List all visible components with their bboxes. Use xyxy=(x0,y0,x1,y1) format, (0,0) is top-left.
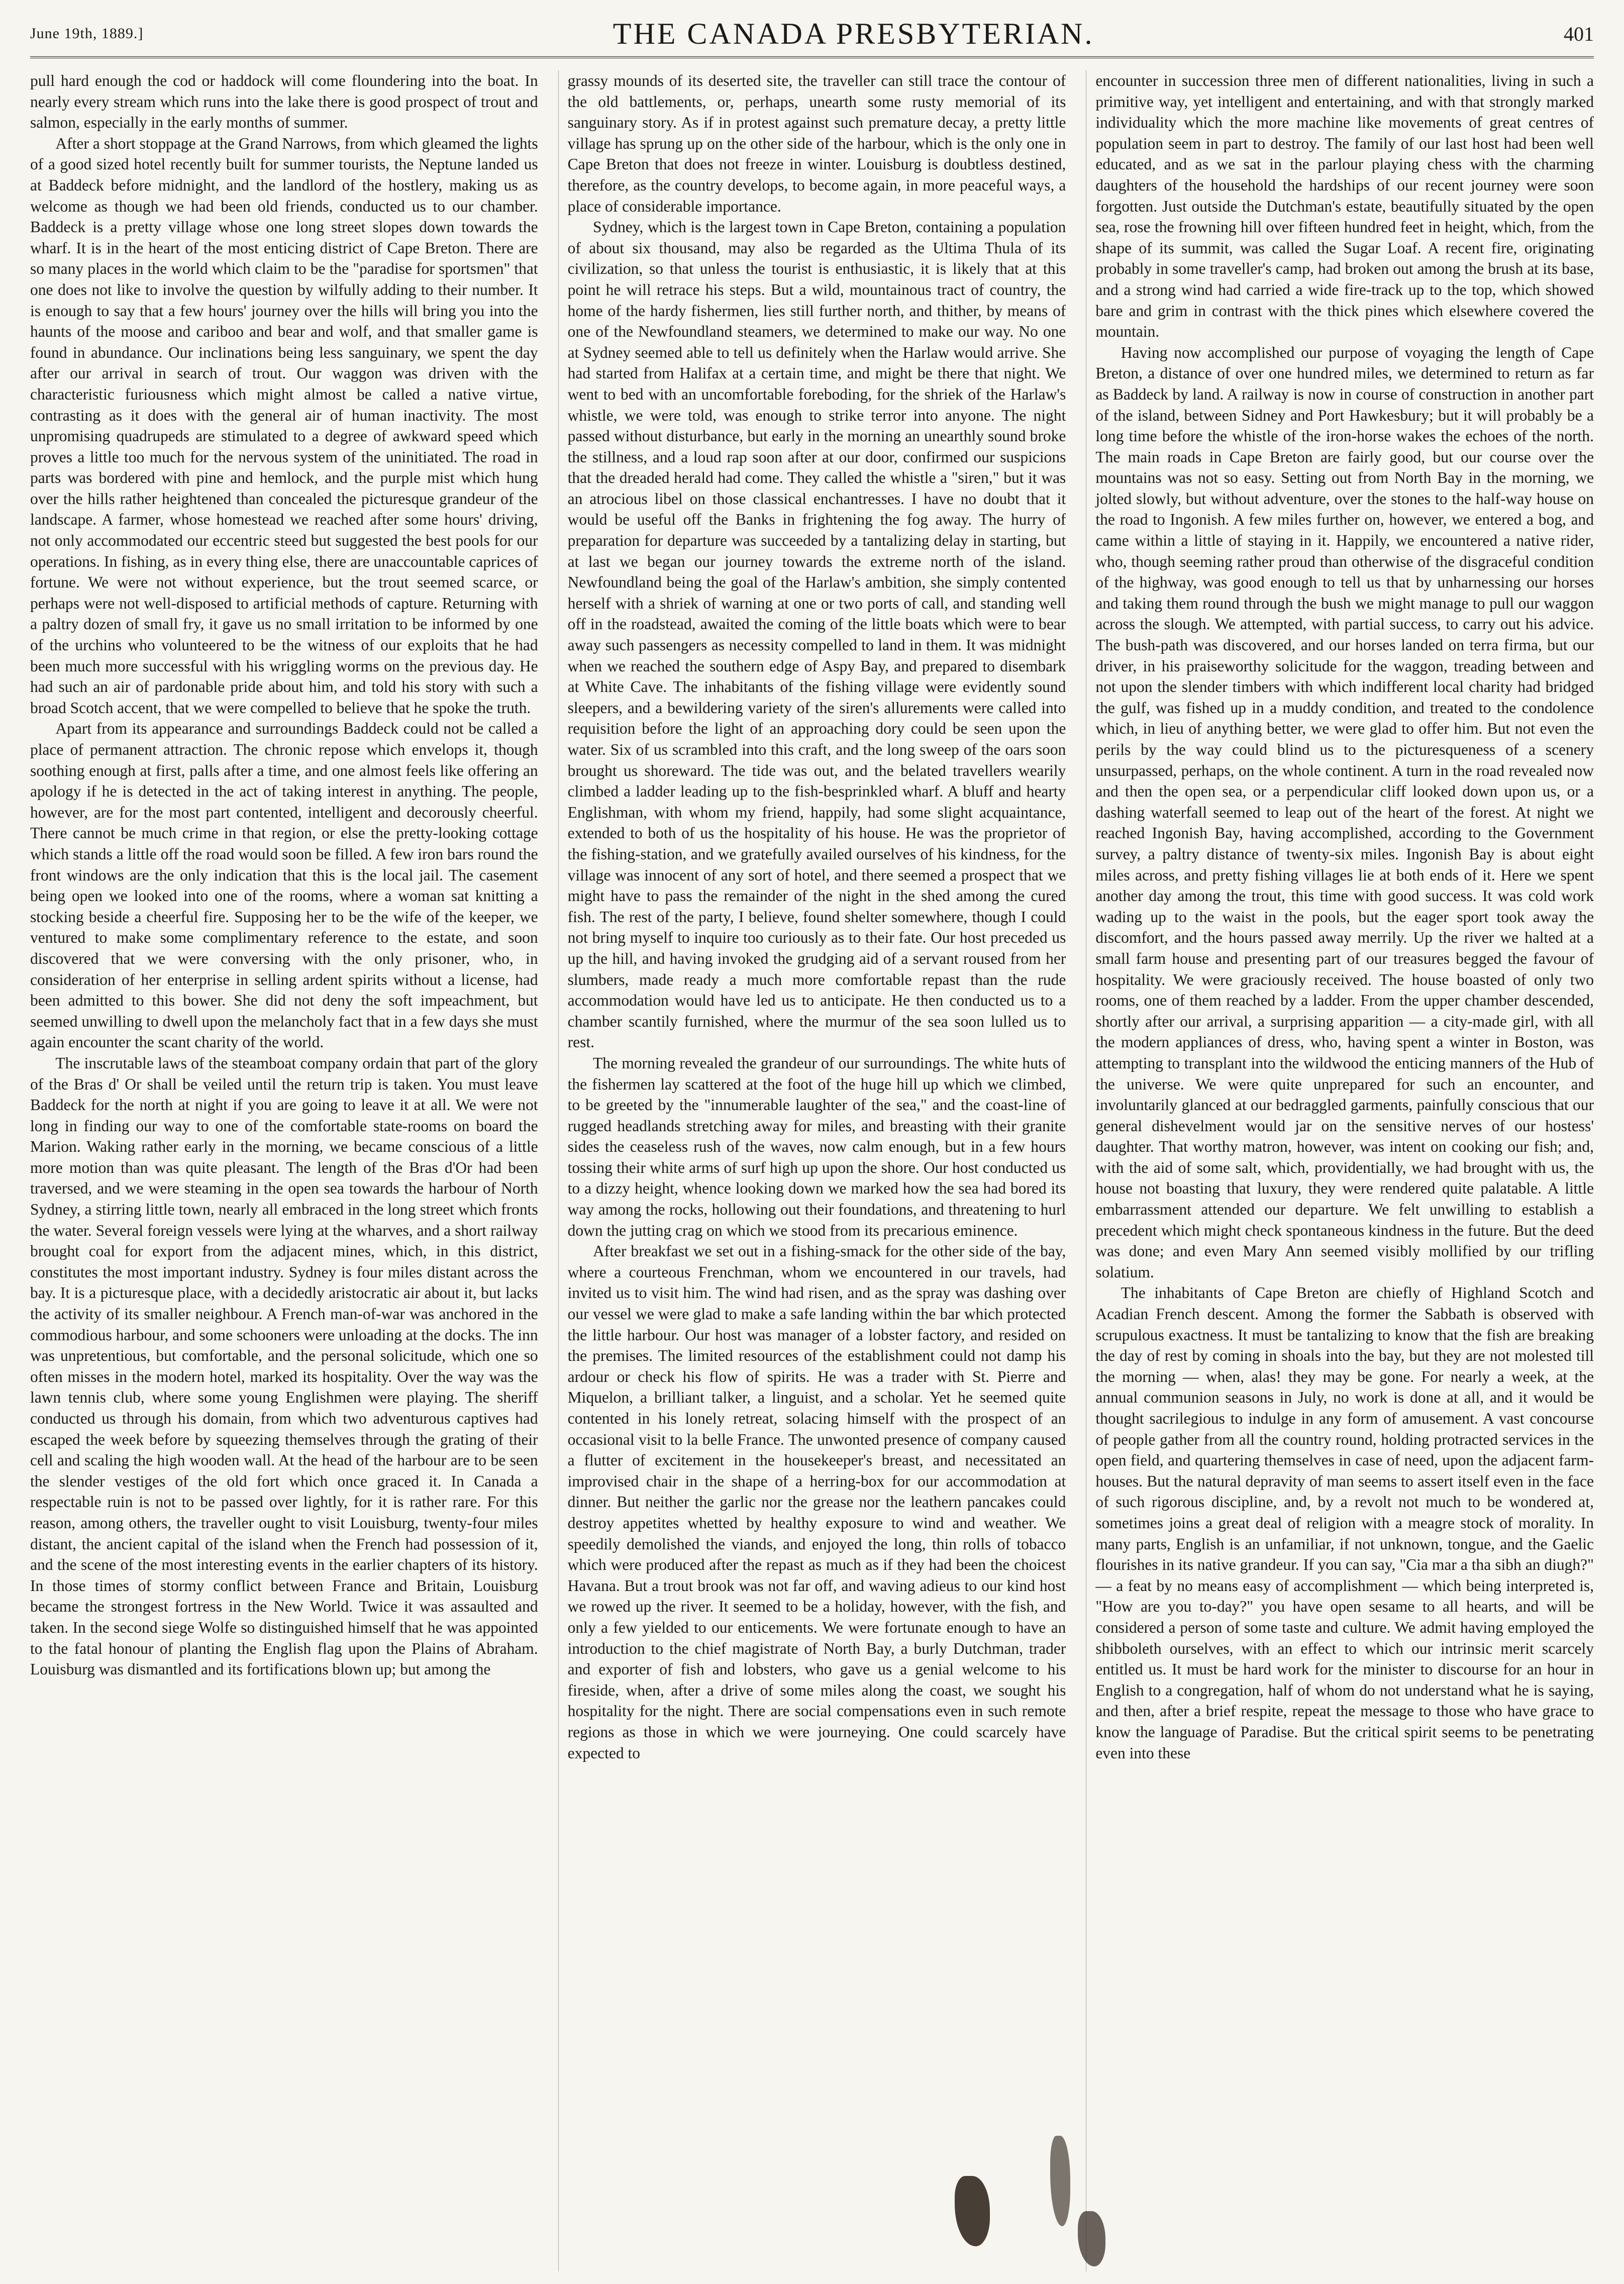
paragraph: encounter in succession three men of different nationalities, living in such a primitive way, yet intelligent and entertaining, and with that strongly marked individuality which the more machine like movements of great centres of population seem in part to destroy. The family of our last host had been well educated, and as we sat in the parlour playing chess with the charming daughters of the household the hardships of our recent journey were soon forgotten. Just outside the Dutchman's estate, beautifully situated by the open sea, rose the frowning hill over fifteen hundred feet in height, which, from the shape of its summit, was called the Sugar Loaf. A recent fire, originating probably in some traveller's camp, had broken out among the brush at its base, and a strong wind had carried a wide fire-track up to the top, which showed bare and grim in contrast with the thick pines which elsewhere covered the mountain. xyxy=(1095,72,1594,341)
paragraph: Having now accomplished our purpose of voyaging the length of Cape Breton, a distance of over one hundred miles, we determined to return as far as Baddeck by land. A railway is now in course of construction in another part of the island, between Sidney and Port Hawkesbury; but it will probably be a long time before the whistle of the iron-horse wakes the echoes of the north. The main roads in Cape Breton are fairly good, but our course over the mountains was not so easy. Setting out from North Bay in the morning, we jolted slowly, but without adventure, over the stones to the half-way house on the road to Ingonish. A few miles further on, however, we entered a bog, and came within a little of staying in it. Happily, we encountered a native rider, who, though seeming rather proud than otherwise of the disgraceful condition of the highway, was good enough to tell us that by unharnessing our horses and taking them round through the bush we might manage to pull our waggon across the slough. We attempted, with partial success, to carry out his advice. The bush-path was discovered, and our horses landed on terra firma, but our driver, in his praiseworthy solicitude for the waggon, treading between and not upon the slender timbers with which indifferent local charity had bridged the gulf, was fished up in a muddy condition, and treated to the condolence which, in lieu of anything better, we were glad to offer him. But not even the perils by the way could blind us to the picturesqueness of a scenery unsurpassed, perhaps, on the whole continent. A turn in the road revealed now and then the open sea, or a perpendicular cliff looked down upon us, or a dashing waterfall seemed to leap out of the heart of the forest. At night we reached Ingonish Bay, having accomplished, according to the Government survey, a paltry distance of twenty-six miles. Ingonish Bay is about eight miles across, and pretty fishing villages lie at both ends of it. Here we spent another day among the trout, this time with good success. It was cold work wading up to the waist in the pools, but the eager sport took away the discomfort, and the hours passed away merrily. Up the river we halted at a small farm house and presenting part of our treasures begged the favour of hospitality. We were graciously received. The house boasted of only two rooms, one of them reached by a ladder. From the upper chamber descended, shortly after our arrival, a surprising apparition — a city-made girl, with all the modern appliances of dress, who, having spent a winter in Boston, was attempting to transplant into the wildwood the enticing manners of the Hub of the universe. We were quite unprepared for such an encounter, and involuntarily glanced at our bedraggled garments, painfully conscious that our general dishevelment would jar on the sensitive nerves of our hostess' daughter. That worthy matron, however, was intent on cooking our fish; and, with the aid of some salt, which, providentially, we had brought with us, the house not boasting that luxury, they were rendered quite palatable. A little embarrassment attended our departure. We felt unwilling to establish a precedent which might check spontaneous kindness in the future. But the deed was done; and even Mary Ann seemed visibly mollified by our trifling solatium. xyxy=(1095,343,1594,1281)
page-header xyxy=(30,11,1594,56)
column-3 xyxy=(1086,70,1594,2271)
paragraph: Sydney, which is the largest town in Cape Breton, containing a population of about six thousand, may also be regarded as the Ultima Thula of its civilization, so that unless the tourist is enthusiastic, it is likely that at this point he will retrace his steps. But a wild, mountainous tract of country, the home of the hardy fishermen, lies still further north, and thither, by means of one of the Newfoundland steamers, we determined to make our way. No one at Sydney seemed able to tell us definitely when the Harlaw would arrive. She had started from Halifax at a certain time, and might be there that night. We went to bed with an uncomfortable foreboding, for the shriek of the Harlaw's whistle, we were told, was enough to strike terror into anyone. The night passed without disturbance, but early in the morning an unearthly sound broke the stillness, and a loud rap soon after at our door, confirmed our suspicions that the dreaded herald had come. They called the whistle a "siren," but it was an atrocious libel on those classical enchantresses. I have no doubt that it would be useful off the Banks in frightening the fog away. The hurry of preparation for departure was succeeded by a tantalizing delay in starting, but at last we began our journey towards the extreme north of the island. Newfoundland being the goal of the Harlaw's ambition, she simply contented herself with a shriek of warning at one or two ports of call, and standing well off in the roadstead, awaited the coming of the little boats which were to bear away such passengers as necessity compelled to land in them. It was midnight when we reached the southern edge of Aspy Bay, and prepared to disembark at White Cave. The inhabitants of the fishing village were evidently sound sleepers, and a bewildering variety of the siren's allurements were called into requisition before the light of an approaching dory could be seen upon the water. Six of us scrambled into this craft, and the long sweep of the oars soon brought us shoreward. The tide was out, and the belated travellers wearily climbed a ladder leading up to the fish-besprinkled wharf. A bluff and hearty Englishman, with whom my friend, happily, had some slight acquaintance, extended to both of us the hospitality of his house. He was the proprietor of the fishing-station, and we gratefully availed ourselves of his kindness, for the village was innocent of any sort of hotel, and there seemed a prospect that we might have to pass the remainder of the night in the shed among the cured fish. The rest of the party, I believe, found shelter somewhere, though I could not bring myself to inquire too curiously as to their fate. Our host preceded us up the hill, and having invoked the grudging aid of a servant roused from her slumbers, made ready a much more comfortable repast than the rude accommodation would have led us to anticipate. He then conducted us to a chamber scantily furnished, where the murmur of the sea soon lulled us to rest. xyxy=(567,218,1066,1051)
paragraph: The inscrutable laws of the steamboat company ordain that part of the glory of the Bras d' Or shall be veiled until the return trip is taken. You must leave Baddeck for the north at night if you are going to leave it at all. We were not long in finding our way to one of the comfortable state-rooms on board the Marion. Waking rather early in the morning, we became conscious of a little more motion than was quite pleasant. The length of the Bras d'Or had been traversed, and we were steaming in the open sea towards the harbour of North Sydney, a stirring little town, nearly all embraced in the long street which fronts the water. Several foreign vessels were lying at the wharves, and a short railway brought coal for export from the adjacent mines, which, in this district, constitutes the most important industry. Sydney is four miles distant across the bay. It is a picturesque place, with a decidedly aristocratic air about it, but lacks the activity of its smaller neighbour. A French man-of-war was anchored in the commodious harbour, and some schooners were unloading at the docks. The inn was unpretentious, but comfortable, and the personal solicitude, which one so often misses in the modern hotel, marked its hospitality. Over the way was the lawn tennis club, where some young Englishmen were playing. The sheriff conducted us through his domain, from which two adventurous captives had escaped the week before by squeezing themselves through the grating of their cell and scaling the high wooden wall. At the head of the harbour are to be seen the slender vestiges of the old fort which once graced it. In Canada a respectable ruin is not to be passed over lightly, for it is rather rare. For this reason, among others, the traveller ought to visit Louisburg, twenty-four miles distant, the ancient capital of the island when the French had possession of it, and the scene of the most interesting events in the earlier chapters of its history. In those times of stormy conflict between France and Britain, Louisburg became the strongest fortress in the New World. Twice it was assaulted and taken. In the second siege Wolfe so distinguished himself that he was appointed to the fatal honour of planting the English flag upon the Plains of Abraham. Louisburg was dismantled and its fortifications blown up; but among the xyxy=(30,1054,538,1678)
paragraph: After breakfast we set out in a fishing-smack for the other side of the bay, where a courteous Frenchman, whom we encountered in our travels, had invited us to visit him. The wind had risen, and as the spray was dashing over our vessel we were glad to make a safe landing within the bar which protected the little harbour. Our host was manager of a lobster factory, and resided on the premises. The limited resources of the establishment could not damp his ardour or check his flow of spirits. He was a trader with St. Pierre and Miquelon, a brilliant talker, a linguist, and a scholar. Yet he seemed quite contented in his lonely retreat, solacing himself with the prospect of an occasional visit to la belle France. The unwonted presence of company caused a flutter of excitement in the housekeeper's breast, and necessitated an improvised chair in the shape of a herring-box for our accommodation at dinner. But neither the garlic nor the grease nor the leathern pancakes could destroy appetites whetted by healthy exposure to wind and weather. We speedily demolished the viands, and enjoyed the long, thin rolls of tobacco which were produced after the repast as much as if they had been the choicest Havana. But a trout brook was not far off, and waving adieus to our kind host we rowed up the river. It seemed to be a holiday, however, with the fish, and only a few yielded to our enticements. We were fortunate enough to have an introduction to the chief magistrate of North Bay, a burly Dutchman, trader and exporter of fish and lobsters, who gave us a genial welcome to his fireside, when, after a drive of some miles along the coast, we sought his hospitality for the night. There are social compensations even in such remote regions as those in which we were journeying. One could scarcely have expected to xyxy=(567,1242,1066,1762)
column-2 xyxy=(558,70,1066,2271)
article-columns xyxy=(30,70,1594,2271)
issue-date: June 19th, 1889.] xyxy=(30,25,144,42)
paragraph: After a short stoppage at the Grand Narrows, from which gleamed the lights of a good sized hotel recently built for summer tourists, the Neptune landed us at Baddeck before midnight, and the landlord of the hostlery, making us as welcome as though we had been old friends, conducted us to our chamber. Baddeck is a pretty village whose one long street slopes down towards the wharf. It is in the heart of the most enticing district of Cape Breton. There are so many places in the world which claim to be the "paradise for sportsmen" that one does not like to involve the question by wilfully adding to their number. It is enough to say that a few hours' journey over the hills will bring you into the haunts of the moose and cariboo and bear and wolf, and that smaller game is found in abundance. Our inclinations being less sanguinary, we spent the day after our arrival in search of trout. Our waggon was driven with the characteristic furiousness which might almost be called a native virtue, contrasting as it does with the general air of human inactivity. The most unpromising quadrupeds are stimulated to a degree of awkward speed which proves a little too much for the nervous system of the uninitiated. The road in parts was bordered with pine and hemlock, and the purple mist which hung over the hills rather heightened than concealed the picturesque grandeur of the landscape. A farmer, whose homestead we reached after some hours' driving, not only accommodated our eccentric steed but suggested the best pools for our operations. In fishing, as in every thing else, there are unaccountable caprices of fortune. We were not without experience, but the trout seemed scarce, or perhaps were not well-disposed to artificial methods of capture. Returning with a paltry dozen of small fry, it gave us no small irritation to be informed by one of the urchins who volunteered to be the witness of our exploits that he had been much more successful with his wriggling worms on the previous day. He had such an air of pardonable pride about him, and told his story with such a broad Scotch accent, that we were compelled to believe that he spoke the truth. xyxy=(30,134,538,717)
paragraph: pull hard enough the cod or haddock will come floundering into the boat. In nearly every stream which runs into the lake there is good prospect of trout and salmon, especially in the early months of summer. xyxy=(30,72,538,132)
page-number: 401 xyxy=(1563,22,1594,45)
paragraph: grassy mounds of its deserted site, the traveller can still trace the contour of the old battlements, or, perhaps, unearth some rusty memorial of its sanguinary story. As if in protest against such premature decay, a pretty little village has sprung up on the other side of the harbour, which is the only one in Cape Breton that does not freeze in winter. Louisburg is doubtless destined, therefore, as the country develops, to become again, in more peaceful ways, a place of considerable importance. xyxy=(567,72,1066,215)
paragraph: The morning revealed the grandeur of our surroundings. The white huts of the fishermen lay scattered at the foot of the huge hill up which we climbed, to be greeted by the "innumerable laughter of the sea," and the coast-line of rugged headlands stretching away for miles, and breasting with their granite sides the ceaseless rush of the waves, now calm enough, but in a few hours tossing their white arms of surf high up upon the shore. Our host conducted us to a dizzy height, whence looking down we marked how the sea had bored its way among the rocks, hollowing out their foundations, and threatening to hurl down the jutting crag on which we stood from its precarious eminence. xyxy=(567,1054,1066,1239)
paragraph: Apart from its appearance and surroundings Baddeck could not be called a place of permanent attraction. The chronic repose which envelops it, though soothing enough at first, palls after a time, and one almost feels like offering an apology if he is detected in the act of taking interest in anything. The people, however, are for the most part contented, intelligent and decorously cheerful. There cannot be much crime in that region, or else the pretty-looking cottage which stands a little off the road would soon be filled. A few iron bars round the front windows are the only indication that this is the local jail. The casement being open we looked into one of the rooms, where a woman sat knitting a stocking beside a cheerful fire. Supposing her to be the wife of the keeper, we ventured to make some complimentary reference to the estate, and soon discovered that we were conversing with the only prisoner, who, in consideration of her enterprise in selling ardent spirits without a license, had been admitted to this bower. She did not deny the soft impeachment, but seemed unwilling to dwell upon the melancholy fact that in a few days she must again encounter the scant charity of the world. xyxy=(30,720,538,1051)
header-rule xyxy=(30,56,1594,58)
paragraph: The inhabitants of Cape Breton are chiefly of Highland Scotch and Acadian French descent. Among the former the Sabbath is observed with scrupulous exactness. It must be tantalizing to know that the fish are breaking the day of rest by coming in shoals into the bay, but they are not molested till the morning — when, alas! they may be gone. For nearly a week, at the annual communion seasons in July, no work is done at all, and it would be thought sacrilegious to indulge in any form of amusement. A vast concourse of people gather from all the country round, holding protracted services in the open field, and quartering themselves in case of need, upon the adjacent farm-houses. But the natural depravity of man seems to assert itself even in the face of such rigorous discipline, and, by a revolt not much to be wondered at, sometimes joins a great deal of religion with a meagre stock of morality. In many parts, English is an unfamiliar, if not unknown, tongue, and the Gaelic flourishes in its native grandeur. If you can say, "Cia mar a tha sibh an diugh?" — a feat by no means easy of accomplishment — which being interpreted is, "How are you to-day?" you have open sesame to all hearts, and will be considered a person of some taste and culture. We admit having employed the shibboleth ourselves, with an effect to which our intrinsic merit scarcely entitled us. It must be hard work for the minister to discourse for an hour in English to a congregation, half of whom do not understand what he is saying, and then, after a brief respite, repeat the message to those who have grace to know the language of Paradise. But the critical spirit seems to be penetrating even into these xyxy=(1095,1284,1594,1762)
column-1 xyxy=(30,70,538,2271)
masthead-title: THE CANADA PRESBYTERIAN. xyxy=(613,17,1094,50)
